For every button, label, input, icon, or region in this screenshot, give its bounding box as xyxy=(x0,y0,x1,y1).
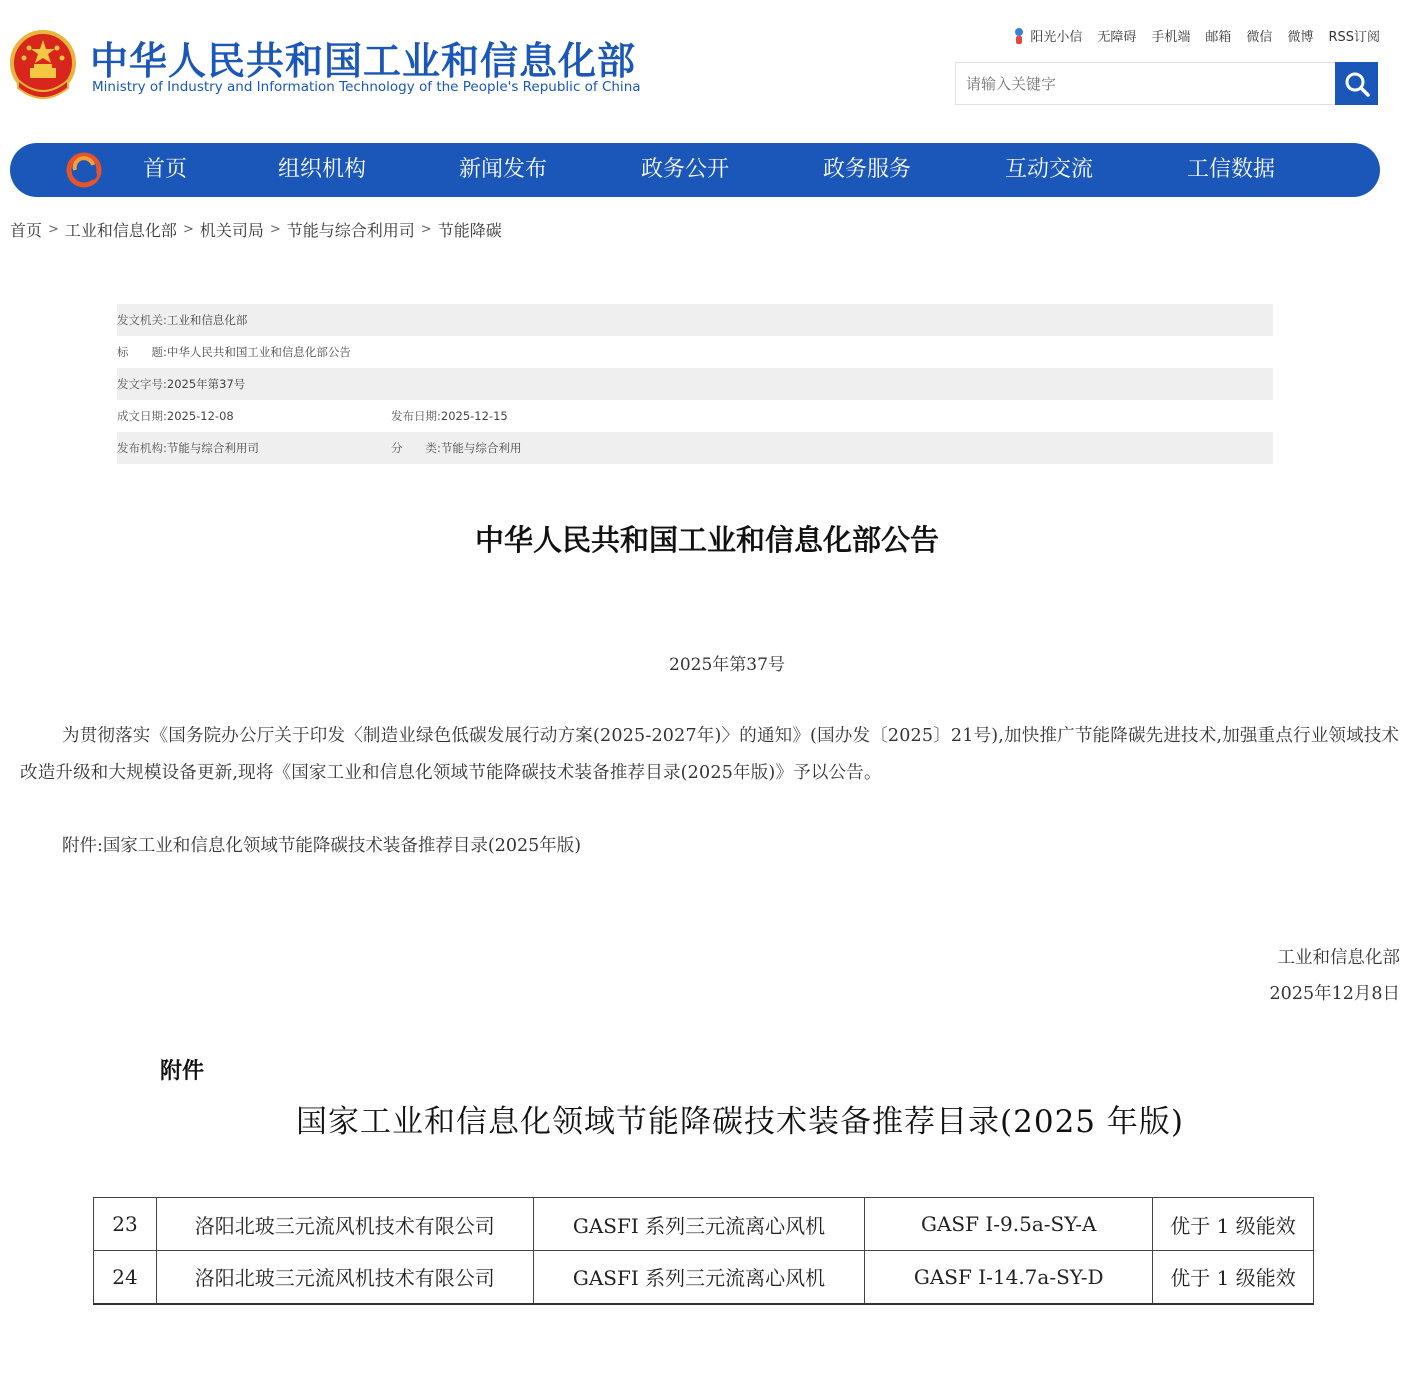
meta-row-dates xyxy=(117,400,1273,432)
document-meta xyxy=(117,304,1273,464)
cell-model: GASF I-14.7a-SY-D xyxy=(865,1251,1153,1304)
cell-efficiency: 优于 1 级能效 xyxy=(1153,1198,1314,1251)
toplink-sunshine-label: 阳光小信 xyxy=(1030,30,1083,45)
meta-docno: 2025年第37号 xyxy=(166,377,246,391)
meta-title-label: 标 题: xyxy=(117,345,167,359)
nav-organization[interactable]: 组织机构 xyxy=(278,157,367,182)
meta-category-label: 分 类: xyxy=(391,441,441,455)
toplink-wechat[interactable]: 微信 xyxy=(1246,30,1273,45)
meta-published-label: 发布日期: xyxy=(391,409,441,423)
toplink-mobile[interactable]: 手机端 xyxy=(1151,30,1191,45)
announcement-signature-date: 2025年12月8日 xyxy=(1269,984,1400,1004)
breadcrumb-ministry[interactable]: 工业和信息化部 xyxy=(64,221,177,240)
announcement-body: 为贯彻落实《国务院办公厅关于印发〈制造业绿色低碳发展行动方案(2025-2027年)〉的通知》(国办发〔2025〕21号),加快推广节能降碳先进技术,加强重点行业领域技术改造升级和大规模设备更新,现将《国家工业和信息化领域节能降碳技术装备推荐目录(2025年版)》予以公告。 xyxy=(20,726,1400,783)
breadcrumb-current[interactable]: 节能降碳 xyxy=(437,221,502,240)
site-title: 中华人民共和国工业和信息化部 xyxy=(90,39,637,83)
ministry-logo-icon xyxy=(65,151,103,189)
main-nav xyxy=(10,143,1380,197)
national-emblem-icon xyxy=(10,30,76,100)
cell-company: 洛阳北玻三元流风机技术有限公司 xyxy=(156,1251,533,1304)
announcement-signature-org: 工业和信息化部 xyxy=(1277,948,1400,968)
table-row xyxy=(94,1198,1314,1251)
breadcrumb xyxy=(10,218,502,241)
site-subtitle: Ministry of Industry and Information Technology of the People's Republic of China xyxy=(92,79,641,95)
cell-efficiency: 优于 1 级能效 xyxy=(1153,1251,1314,1304)
nav-gov-affairs[interactable]: 政务公开 xyxy=(641,157,730,182)
toplink-rss[interactable]: RSS订阅 xyxy=(1328,30,1380,45)
meta-row-issuer xyxy=(117,304,1273,336)
meta-row-agency xyxy=(117,432,1273,464)
cell-product: GASFI 系列三元流离心风机 xyxy=(533,1198,865,1251)
meta-agency: 节能与综合利用司 xyxy=(166,441,259,455)
meta-title: 中华人民共和国工业和信息化部公告 xyxy=(166,345,351,359)
cell-company: 洛阳北玻三元流风机技术有限公司 xyxy=(156,1198,533,1251)
table-row xyxy=(94,1251,1314,1304)
meta-issuer-label: 发文机关: xyxy=(117,313,167,327)
attachment-title: 国家工业和信息化领域节能降碳技术装备推荐目录(2025 年版) xyxy=(296,1104,1184,1140)
nav-interaction[interactable]: 互动交流 xyxy=(1005,157,1094,182)
nav-gov-services[interactable]: 政务服务 xyxy=(823,157,912,182)
meta-issuer: 工业和信息化部 xyxy=(166,313,248,327)
breadcrumb-home[interactable]: 首页 xyxy=(10,221,43,240)
chevron-right-icon: > xyxy=(420,222,432,237)
announcement-number: 2025年第37号 xyxy=(669,655,785,675)
announcement-title: 中华人民共和国工业和信息化部公告 xyxy=(474,523,939,557)
breadcrumb-departments[interactable]: 机关司局 xyxy=(199,221,264,240)
meta-row-docno xyxy=(117,368,1273,400)
breadcrumb-department[interactable]: 节能与综合利用司 xyxy=(286,221,415,240)
meta-published: 2025-12-15 xyxy=(440,409,508,423)
search-input[interactable] xyxy=(955,62,1335,105)
sunshine-mascot-icon xyxy=(1012,27,1026,45)
nav-news[interactable]: 新闻发布 xyxy=(459,157,548,182)
toplink-sunshine[interactable] xyxy=(1012,26,1082,45)
meta-category: 节能与综合利用 xyxy=(440,441,522,455)
meta-agency-label: 发布机构: xyxy=(117,441,167,455)
attachment-label: 附件 xyxy=(160,1059,205,1084)
cell-model: GASF I-9.5a-SY-A xyxy=(865,1198,1153,1251)
toplink-weibo[interactable]: 微博 xyxy=(1287,30,1314,45)
nav-data[interactable]: 工信数据 xyxy=(1187,157,1276,182)
meta-row-title xyxy=(117,336,1273,368)
top-links xyxy=(955,26,1380,45)
cell-product: GASFI 系列三元流离心风机 xyxy=(533,1251,865,1304)
toplink-accessibility[interactable]: 无障碍 xyxy=(1097,30,1137,45)
meta-docno-label: 发文字号: xyxy=(117,377,167,391)
meta-created-label: 成文日期: xyxy=(117,409,167,423)
nav-home[interactable]: 首页 xyxy=(143,157,188,182)
search-button[interactable] xyxy=(1335,62,1378,105)
cell-no: 23 xyxy=(94,1198,157,1251)
toplink-mailbox[interactable]: 邮箱 xyxy=(1205,30,1232,45)
catalog-table xyxy=(93,1197,1314,1305)
cell-no: 24 xyxy=(94,1251,157,1304)
chevron-right-icon: > xyxy=(48,222,59,237)
chevron-right-icon: > xyxy=(269,222,281,237)
meta-created: 2025-12-08 xyxy=(166,409,234,423)
announcement-attachment-link[interactable]: 附件:国家工业和信息化领域节能降碳技术装备推荐目录(2025年版) xyxy=(62,836,582,856)
search-icon xyxy=(1344,71,1370,97)
chevron-right-icon: > xyxy=(182,222,194,237)
